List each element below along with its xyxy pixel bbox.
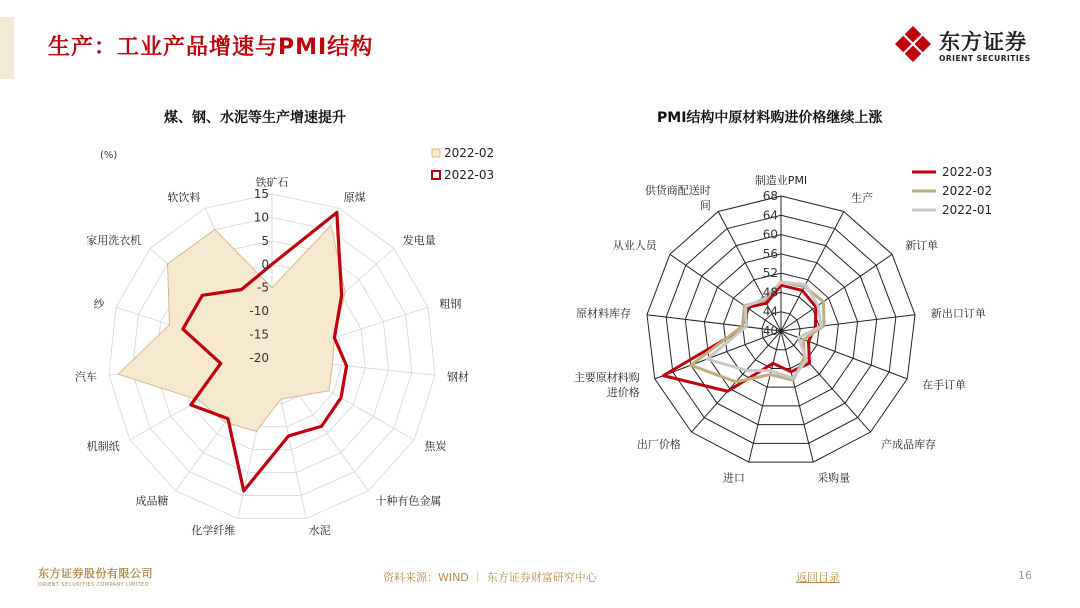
legend-label: 2022-03 xyxy=(444,168,495,182)
category-label: 粗钢 xyxy=(439,297,462,311)
category-label: 家用洗衣机 xyxy=(86,234,142,248)
data-source-note: 资料来源：WIND ｜ 东方证券财富研究中心 xyxy=(383,571,597,584)
page-number: 16 xyxy=(1018,569,1032,582)
tick-label: 5 xyxy=(261,233,269,248)
tick-label: 52 xyxy=(762,266,778,281)
footer-brand xyxy=(38,565,153,588)
unit-label: (%) xyxy=(100,150,118,161)
category-label: 新订单 xyxy=(905,239,939,253)
category-label: 在手订单 xyxy=(922,378,967,392)
category-label: 软饮料 xyxy=(167,191,201,205)
page-title: 生产：工业产品增速与PMI结构 xyxy=(48,35,374,60)
tick-label: 56 xyxy=(762,246,778,261)
tick-label: -5 xyxy=(257,280,269,295)
category-label: 成品糖 xyxy=(135,494,169,508)
category-label: 纱 xyxy=(93,297,105,311)
category-label: 钢材 xyxy=(447,370,470,384)
category-label: 原煤 xyxy=(343,191,366,205)
category-label: 从业人员 xyxy=(612,239,657,253)
category-label: 出厂价格 xyxy=(636,438,681,452)
tick-label: -10 xyxy=(249,304,269,319)
legend-label: 2022-02 xyxy=(444,146,495,160)
tick-label: -15 xyxy=(249,327,269,342)
brand-name-en: ORIENT SECURITIES xyxy=(939,54,1031,63)
category-label: 生产 xyxy=(851,191,874,205)
category-label: 原材料库存 xyxy=(576,306,632,320)
legend-label: 2022-02 xyxy=(942,184,993,198)
industrial-output-radar-chart xyxy=(0,130,540,538)
right-chart-title: PMI结构中原材料购进价格继续上涨 xyxy=(657,110,883,126)
series-area-2022-02 xyxy=(118,225,345,431)
brand-name-cn: 东方证券 xyxy=(939,30,1027,54)
category-label: 水泥 xyxy=(308,524,331,538)
category-label: 新出口订单 xyxy=(930,306,986,320)
category-label: 供货商配送时间 xyxy=(644,183,711,212)
legend-label: 2022-03 xyxy=(942,165,993,179)
axis-spoke xyxy=(781,331,871,432)
category-label: 焦炭 xyxy=(424,440,447,453)
tick-label: 40 xyxy=(762,324,778,338)
legend-swatch xyxy=(432,171,440,179)
tick-label: -20 xyxy=(249,351,269,365)
footer-brand-cn: 东方证券股份有限公司 xyxy=(38,567,153,580)
legend-swatch xyxy=(432,149,440,157)
accent-bar xyxy=(0,17,14,79)
tick-label: 48 xyxy=(762,285,778,300)
tick-label: 68 xyxy=(762,189,778,203)
left-chart-title: 煤、钢、水泥等生产增速提升 xyxy=(164,110,346,126)
logo-mark-icon xyxy=(893,24,933,64)
category-label: 十种有色金属 xyxy=(375,494,442,508)
pmi-structure-radar-chart xyxy=(540,130,1080,510)
footer-brand-en: ORIENT SECURITIES COMPANY LIMITED xyxy=(38,582,149,588)
tick-label: 44 xyxy=(762,304,778,319)
category-label: 机制纸 xyxy=(86,440,120,453)
axis-spoke xyxy=(749,331,781,462)
tick-label: 15 xyxy=(253,187,269,201)
category-label: 汽车 xyxy=(74,370,97,384)
legend-label: 2022-01 xyxy=(942,203,993,217)
tick-label: 10 xyxy=(253,210,269,225)
tick-label: 60 xyxy=(762,227,778,242)
category-label: 制造业PMI xyxy=(754,174,808,187)
category-label: 采购量 xyxy=(817,471,851,485)
category-label: 化学纤维 xyxy=(191,524,236,538)
tick-label: 64 xyxy=(762,208,778,223)
brand-logo xyxy=(893,24,1043,68)
category-label: 进口 xyxy=(722,471,745,485)
back-to-contents-link[interactable]: 返回目录 xyxy=(796,571,840,584)
category-label: 铁矿石 xyxy=(255,176,289,189)
tick-label: 0 xyxy=(261,257,269,272)
category-label: 发电量 xyxy=(402,234,436,248)
category-label: 产成品库存 xyxy=(881,438,937,452)
category-label: 主要原材料购进价格 xyxy=(573,371,640,400)
